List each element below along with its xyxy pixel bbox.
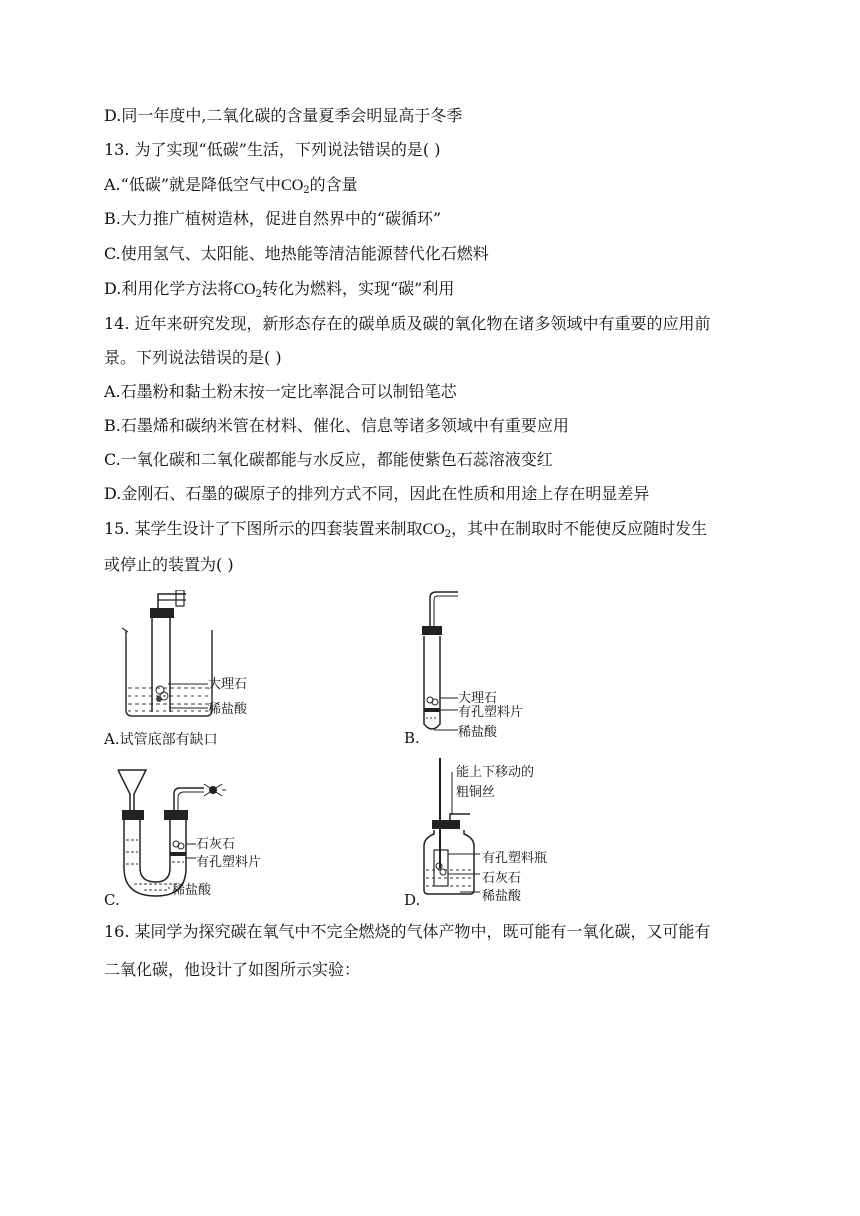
- fig-d-label-limestone: 石灰石: [482, 871, 522, 886]
- fig-c-label-acid: 稀盐酸: [172, 883, 212, 898]
- fig-d-caption: D.: [404, 891, 421, 909]
- q15-stem-pre: 15. 某学生设计了下图所示的四套装置来制取: [104, 519, 423, 538]
- q14-option-d: D.金刚石、石墨的碳原子的排列方式不同，因此在性质和用途上存在明显差异: [104, 484, 650, 503]
- apparatus-c-diagram: [104, 758, 304, 908]
- q14-option-a: A.石墨粉和黏土粉末按一定比率混合可以制铅笔芯: [104, 382, 457, 401]
- q13-option-b: B.大力推广植树造林，促进自然界中的“碳循环”: [104, 209, 442, 228]
- q13-option-d: [104, 279, 454, 305]
- q14-stem-line2: 景。下列说法错误的是( ): [104, 348, 282, 367]
- q13-option-d-formula: CO: [233, 281, 256, 298]
- fig-a-label-acid: 稀盐酸: [208, 702, 248, 717]
- fig-d-label-acid: 稀盐酸: [482, 889, 522, 904]
- fig-b-caption: B.: [404, 729, 420, 747]
- fig-b-label-marble: 大理石: [458, 691, 498, 706]
- fig-d-label-wire-1: 能上下移动的: [456, 765, 535, 780]
- apparatus-d-diagram: [404, 758, 604, 908]
- q13-option-a-pre: A.“低碳”就是降低空气中: [104, 175, 282, 194]
- q13-option-a-sub: 2: [303, 185, 310, 196]
- fig-d-label-bottle: 有孔塑料瓶: [482, 851, 548, 866]
- q15-stem-sub: 2: [444, 529, 452, 540]
- q13-option-a-post: 的含量: [309, 175, 358, 194]
- q13-option-d-post: 转化为燃料，实现“碳”利用: [261, 279, 455, 298]
- fig-c-label-limestone: 石灰石: [196, 837, 236, 852]
- q15-stem-line2: 或停止的装置为( ): [104, 555, 234, 574]
- fig-a-caption-letter: A.: [104, 730, 120, 748]
- q14-stem-line1: 14. 近年来研究发现，新形态存在的碳单质及碳的氧化物在诸多领域中有重要的应用前: [104, 314, 711, 333]
- q13-option-a: [104, 175, 358, 201]
- fig-a-caption: [104, 729, 218, 749]
- fig-a-caption-text: 试管底部有缺口: [119, 732, 218, 748]
- fig-d-label-wire-2: 粗铜丝: [456, 785, 496, 800]
- q16-stem-line2: 二氧化碳，他设计了如图所示实验：: [104, 960, 361, 979]
- q15-stem-formula: CO: [422, 521, 445, 538]
- q15-stem-line1: [104, 519, 707, 545]
- fig-b-label-plate: 有孔塑料片: [458, 705, 524, 720]
- apparatus-b-diagram: [404, 590, 584, 740]
- fig-c-label-plate: 有孔塑料片: [196, 855, 262, 870]
- q14-option-c: C.一氧化碳和二氧化碳都能与水反应，都能使紫色石蕊溶液变红: [104, 450, 553, 469]
- q13-option-d-sub: 2: [255, 289, 262, 300]
- q13-stem: 13. 为了实现“低碳”生活，下列说法错误的是( ): [104, 140, 441, 159]
- fig-b-label-acid: 稀盐酸: [458, 725, 498, 740]
- q12-option-d: D.同一年度中,二氧化碳的含量夏季会明显高于冬季: [104, 106, 463, 125]
- q16-stem-line1: 16. 某同学为探究碳在氧气中不完全燃烧的气体产物中，既可能有一氧化碳，又可能有: [104, 922, 711, 941]
- q15-stem-post: ，其中在制取时不能使反应随时发生: [451, 519, 708, 538]
- q13-option-a-formula: CO: [281, 177, 304, 194]
- q13-option-c: C.使用氢气、太阳能、地热能等清洁能源替代化石燃料: [104, 244, 489, 263]
- q14-option-b: B.石墨烯和碳纳米管在材料、催化、信息等诸多领域中有重要应用: [104, 416, 569, 435]
- apparatus-a-diagram: [104, 590, 304, 750]
- q13-option-d-pre: D.利用化学方法将: [104, 279, 234, 298]
- fig-a-label-marble: 大理石: [208, 677, 248, 692]
- fig-c-caption: C.: [104, 891, 120, 909]
